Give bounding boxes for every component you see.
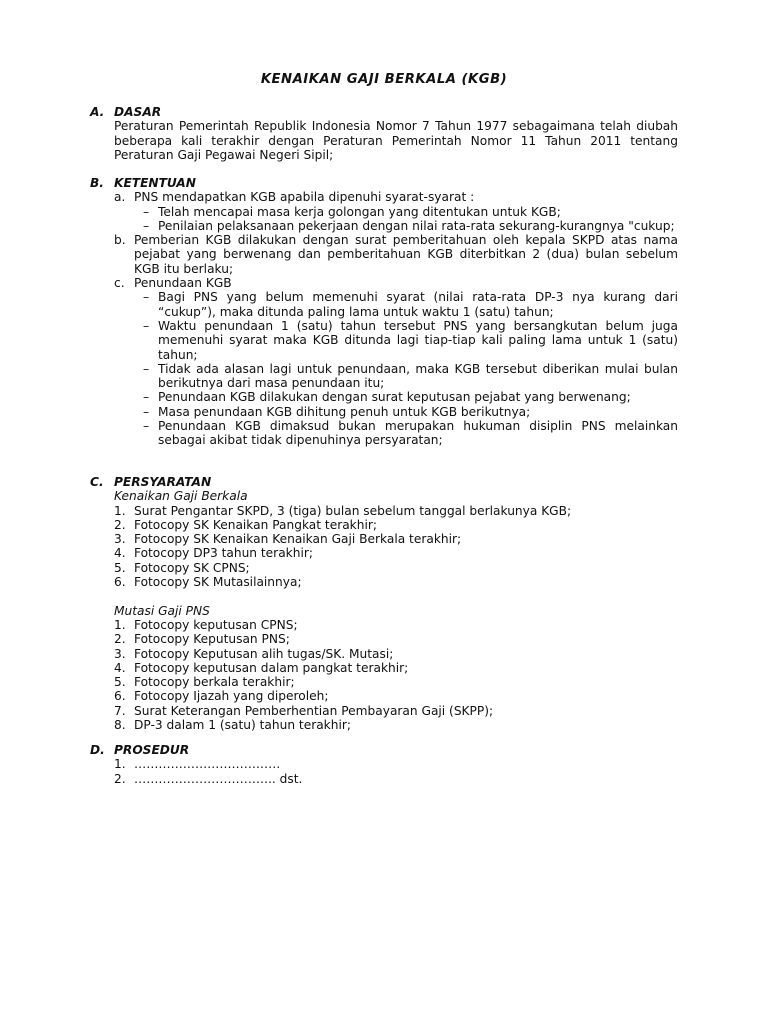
dasar-text: Peraturan Pemerintah Republik Indonesia Nomor 7 Tahun 1977 sebagaimana telah diubah beberapa kali terakhir dengan Peraturan Pemerintah Nomor 11 Tahun 2011 tentang Peraturan Gaji Pegawai Negeri Sipil; [114, 119, 678, 162]
list-item [134, 405, 678, 419]
number-marker: 8. [114, 718, 126, 733]
list-item [114, 675, 678, 689]
ketentuan-item-b [114, 233, 678, 276]
list-item [134, 419, 678, 448]
list-item-text: Telah mencapai masa kerja golongan yang ditentukan untuk KGB; [158, 204, 561, 219]
dash-marker: – [142, 419, 150, 434]
section-dasar [90, 105, 678, 162]
number-marker: 2. [114, 771, 126, 786]
document-title: KENAIKAN GAJI BERKALA (KGB) [260, 72, 508, 87]
dash-marker: – [142, 404, 150, 419]
number-marker: 4. [114, 660, 126, 675]
section-letter: B. [90, 176, 104, 190]
section-ketentuan [90, 176, 678, 448]
list-item-text: Penundaan KGB dilakukan dengan surat keputusan pejabat yang berwenang; [158, 390, 631, 405]
list-item [114, 561, 678, 575]
subsection-title-mutasi: Mutasi Gaji PNS [114, 603, 210, 618]
item-marker: b. [114, 233, 126, 248]
section-letter: D. [90, 743, 105, 757]
list-item-text: DP-3 dalam 1 (satu) tahun terakhir; [134, 718, 351, 733]
number-marker: 6. [114, 689, 126, 704]
number-marker: 1. [114, 617, 126, 632]
list-item-text: Fotocopy Keputusan alih tugas/SK. Mutasi; [134, 646, 394, 661]
list-item-text: Penundaan KGB dimaksud bukan merupakan hukuman disiplin PNS melainkan sebagai akibat tidak dipenuhinya persyaratan; [158, 419, 678, 448]
number-marker: 3. [114, 646, 126, 661]
list-item [114, 632, 678, 646]
list-item [114, 647, 678, 661]
dash-marker: – [142, 318, 150, 333]
list-item-text: Fotocopy SK Kenaikan Kenaikan Gaji Berkala terakhir; [134, 532, 462, 547]
list-item [114, 772, 678, 786]
section-heading-prosedur [90, 743, 678, 757]
list-item-text: Fotocopy SK Mutasilainnya; [134, 575, 302, 590]
ketentuan-item-c [114, 276, 678, 290]
list-item-text: Fotocopy DP3 tahun terakhir; [134, 546, 313, 561]
list-item-text: ……………………………… [134, 757, 281, 772]
number-marker: 1. [114, 757, 126, 772]
list-item [114, 504, 678, 518]
section-heading-dasar [90, 105, 678, 119]
list-item-text: Masa penundaan KGB dihitung penuh untuk KGB berikutnya; [158, 404, 531, 419]
list-item-text: …………………………….. dst. [134, 771, 303, 786]
list-item-text: Fotocopy SK Kenaikan Pangkat terakhir; [134, 517, 377, 532]
dash-marker: – [142, 290, 150, 305]
number-marker: 4. [114, 546, 126, 561]
list-item [134, 319, 678, 362]
list-item [134, 290, 678, 319]
list-item-text: Fotocopy berkala terakhir; [134, 675, 295, 690]
list-item-text: Fotocopy Keputusan PNS; [134, 632, 290, 647]
number-marker: 5. [114, 675, 126, 690]
list-item-text: Surat Pengantar SKPD, 3 (tiga) bulan sebelum tanggal berlakunya KGB; [134, 503, 572, 518]
number-marker: 3. [114, 532, 126, 547]
list-item [134, 205, 678, 219]
list-item-text: Fotocopy Ijazah yang diperoleh; [134, 689, 329, 704]
number-marker: 2. [114, 517, 126, 532]
section-title: DASAR [114, 105, 162, 119]
list-item [114, 757, 678, 771]
item-marker: a. [114, 190, 126, 205]
list-item-text: Bagi PNS yang belum memenuhi syarat (nilai rata-rata DP-3 nya kurang dari “cukup”), maka ditunda paling lama untuk waktu 1 (satu) tahun; [158, 290, 678, 319]
list-item-text: Waktu penundaan 1 (satu) tahun tersebut PNS yang bersangkutan belum juga memenuhi syarat maka KGB ditunda lagi tiap-tiap kali paling lama untuk 1 (satu) tahun; [158, 318, 678, 362]
list-item-text: Fotocopy keputusan CPNS; [134, 617, 298, 632]
list-item [114, 704, 678, 718]
list-item [114, 689, 678, 703]
section-title: PROSEDUR [114, 743, 190, 757]
list-item [114, 518, 678, 532]
list-item [134, 390, 678, 404]
number-marker: 2. [114, 632, 126, 647]
list-item [114, 575, 678, 589]
item-text: Penundaan KGB [134, 276, 232, 291]
section-persyaratan [90, 475, 678, 732]
dash-marker: – [142, 361, 150, 376]
section-heading-persyaratan [90, 475, 678, 489]
dash-marker: – [142, 204, 150, 219]
dash-marker: – [142, 218, 150, 233]
item-text: Pemberian KGB dilakukan dengan surat pemberitahuan oleh kepala SKPD atas nama pejabat yang berwenang dan pemberitahuan KGB diterbitkan 2 (dua) bulan sebelum KGB itu berlaku; [134, 233, 678, 276]
section-heading-ketentuan [90, 176, 678, 190]
list-item [134, 219, 678, 233]
subsection-title-kenaikan: Kenaikan Gaji Berkala [114, 489, 248, 504]
list-item-text: Surat Keterangan Pemberhentian Pembayaran Gaji (SKPP); [134, 703, 494, 718]
list-item [114, 618, 678, 632]
list-item-text: Tidak ada alasan lagi untuk penundaan, maka KGB tersebut diberikan mulai bulan berikutnya dari masa penundaan itu; [158, 361, 678, 391]
list-item [114, 532, 678, 546]
item-text: PNS mendapatkan KGB apabila dipenuhi syarat-syarat : [134, 190, 475, 205]
list-item [114, 661, 678, 675]
dash-marker: – [142, 390, 150, 405]
list-item-text: Penilaian pelaksanaan pekerjaan dengan nilai rata-rata sekurang-kurangnya "cukup; [158, 218, 675, 233]
number-marker: 7. [114, 703, 126, 718]
section-title: PERSYARATAN [114, 475, 212, 489]
list-item-text: Fotocopy keputusan dalam pangkat terakhir; [134, 660, 409, 675]
number-marker: 1. [114, 503, 126, 518]
section-prosedur [90, 743, 678, 786]
list-item [114, 546, 678, 560]
section-letter: A. [90, 105, 105, 119]
list-item [114, 718, 678, 732]
section-title: KETENTUAN [114, 176, 196, 190]
number-marker: 5. [114, 560, 126, 575]
ketentuan-item-a [114, 190, 678, 204]
list-item-text: Fotocopy SK CPNS; [134, 560, 250, 575]
item-marker: c. [114, 276, 125, 291]
number-marker: 6. [114, 575, 126, 590]
section-letter: C. [90, 475, 104, 489]
list-item [134, 362, 678, 391]
